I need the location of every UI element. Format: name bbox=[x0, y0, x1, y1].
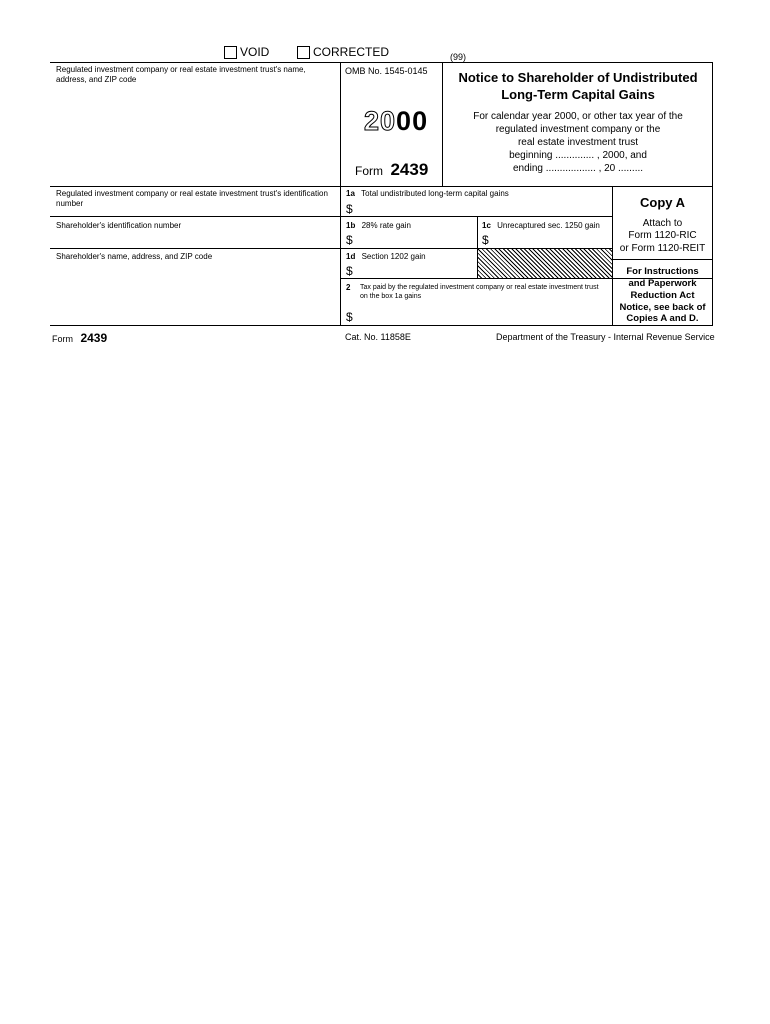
copy-instructions-line1: For Instructions bbox=[626, 266, 699, 277]
form-title-line2: Long-Term Capital Gains bbox=[501, 87, 655, 102]
shareholder-id-field[interactable] bbox=[52, 233, 338, 247]
box-1b-number: 1b bbox=[346, 221, 356, 230]
void-checkbox[interactable] bbox=[224, 46, 237, 59]
copy-attach-line1: Attach to bbox=[642, 218, 683, 229]
box-1a-label bbox=[346, 189, 611, 199]
box-1c-number: 1c bbox=[482, 221, 491, 230]
box-1d-number: 1d bbox=[346, 252, 356, 261]
tax-year-desc-2: regulated investment company or the bbox=[495, 124, 661, 135]
box-2-number: 2 bbox=[346, 283, 351, 292]
box-1b-text: 28% rate gain bbox=[361, 221, 411, 230]
form-word: Form bbox=[355, 164, 383, 178]
divider-row-2 bbox=[50, 216, 612, 217]
copy-divider bbox=[612, 259, 713, 260]
form-number: 2439 bbox=[390, 160, 429, 179]
copy-a-title: Copy A bbox=[639, 195, 686, 210]
omb-number: OMB No. 1545-0145 bbox=[345, 66, 428, 76]
copy-instructions-line2: and Paperwork bbox=[628, 278, 697, 289]
tax-year-beginning[interactable]: beginning .............. , 2000, and bbox=[509, 150, 647, 161]
tax-year bbox=[364, 106, 428, 137]
divider-row-1 bbox=[50, 186, 713, 187]
shareholder-name-address-field[interactable] bbox=[52, 264, 338, 324]
copy-instructions-line5: Copies A and D. bbox=[626, 313, 699, 324]
box-1c-label bbox=[482, 221, 600, 231]
copy-instructions-line3: Reduction Act bbox=[630, 290, 695, 301]
shareholder-id-label: Shareholder's identification number bbox=[56, 221, 182, 230]
box-1a-number: 1a bbox=[346, 189, 355, 198]
box-1b-amount-field[interactable] bbox=[356, 233, 476, 247]
payer-id-label: Regulated investment company or real estate investment trust's identification number bbox=[56, 189, 328, 208]
box-1d-dollar-sign: $ bbox=[346, 264, 353, 278]
payer-name-address-field[interactable] bbox=[52, 88, 338, 184]
box-1d-amount-field[interactable] bbox=[356, 264, 476, 277]
box-1d-label bbox=[346, 252, 426, 262]
footer-form-word: Form bbox=[52, 334, 73, 344]
box-2-amount-field[interactable] bbox=[356, 310, 610, 324]
box-2-dollar-sign: $ bbox=[346, 310, 353, 324]
corrected-label: CORRECTED bbox=[313, 45, 390, 59]
tax-year-decade: 00 bbox=[396, 106, 429, 136]
form-title-line1: Notice to Shareholder of Undistributed bbox=[458, 70, 698, 85]
form-number-header bbox=[355, 160, 428, 180]
box-1a-text: Total undistributed long-term capital gains bbox=[361, 189, 509, 198]
tax-year-ending[interactable]: ending .................. , 20 ......... bbox=[512, 163, 644, 174]
shaded-area bbox=[478, 249, 612, 278]
department-label: Department of the Treasury - Internal Revenue Service bbox=[496, 332, 715, 342]
box-2-label: Tax paid by the regulated investment company or real estate investment trust on the box 1a gains bbox=[360, 284, 599, 300]
copy-attach-line3: or Form 1120-REIT bbox=[619, 243, 706, 254]
shareholder-name-address-label: Shareholder's name, address, and ZIP code bbox=[56, 252, 213, 261]
box-1c-amount-field[interactable] bbox=[492, 233, 610, 247]
form-bottom-border bbox=[50, 325, 713, 326]
copy-attach-line2: Form 1120-RIC bbox=[628, 230, 697, 241]
box-1b-label bbox=[346, 221, 411, 231]
catalog-number: Cat. No. 11858E bbox=[345, 332, 411, 342]
tax-year-desc-3: real estate investment trust bbox=[517, 137, 639, 148]
form-code: (99) bbox=[450, 52, 467, 62]
copy-instructions-line4: Notice, see back of bbox=[619, 302, 706, 313]
tax-year-century: 20 bbox=[364, 106, 397, 136]
footer-form-number bbox=[52, 329, 107, 347]
tax-year-desc-1: For calendar year 2000, or other tax year of the bbox=[473, 111, 683, 122]
box-1c-dollar-sign: $ bbox=[482, 233, 489, 247]
footer-form-code: 2439 bbox=[80, 331, 108, 345]
corrected-checkbox[interactable] bbox=[297, 46, 310, 59]
form-top-border bbox=[50, 62, 713, 63]
box-1c-text: Unrecaptured sec. 1250 gain bbox=[497, 221, 600, 230]
box-1a-dollar-sign: $ bbox=[346, 202, 353, 216]
void-label: VOID bbox=[240, 45, 270, 59]
box-1a-amount-field[interactable] bbox=[356, 202, 610, 215]
box-1b-dollar-sign: $ bbox=[346, 233, 353, 247]
payer-name-address-label: Regulated investment company or real estate investment trust's name, address, and ZIP code bbox=[56, 65, 306, 84]
payer-id-field[interactable] bbox=[52, 210, 338, 215]
box-1d-text: Section 1202 gain bbox=[361, 252, 426, 261]
divider-col-1 bbox=[340, 62, 341, 325]
